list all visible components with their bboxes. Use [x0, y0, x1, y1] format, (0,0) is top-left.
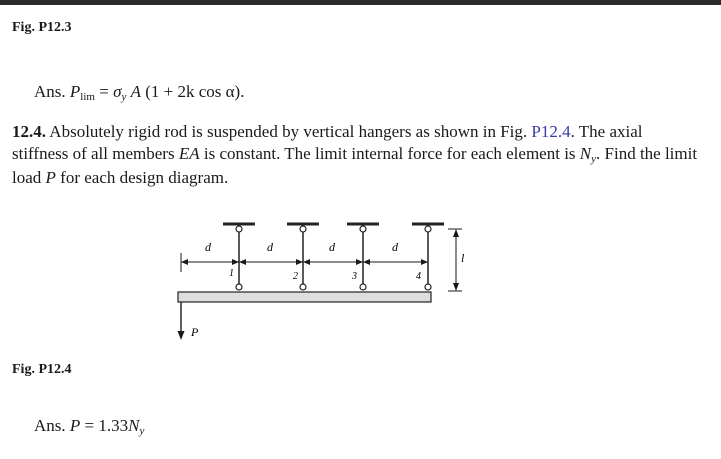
subscript-y: y [591, 153, 597, 165]
var-ea: EA [178, 144, 200, 163]
var-n: N [128, 416, 140, 435]
fig-p12-4-label: Fig. P12.4 [12, 362, 72, 377]
problem-text-1: Absolutely rigid rod is suspended by vertical hangers as shown in Fig. [46, 122, 532, 141]
fig-p12-4-link[interactable]: P12.4 [531, 122, 571, 141]
hanger-2 [287, 224, 319, 290]
hanger-number-2: 2 [293, 271, 298, 282]
hanger-number-1: 1 [229, 268, 234, 279]
length-dimension [448, 229, 462, 291]
spacing-label-3: d [329, 240, 335, 254]
equals-sign: = [84, 416, 95, 435]
problem-text-2: . The axial stiffness of all members [12, 122, 643, 163]
subscript-y: y [139, 425, 145, 437]
answer-value: 1.33 [98, 416, 129, 435]
load-arrow [178, 302, 185, 340]
problem-text-5: for each design diagram. [55, 168, 229, 187]
hangers [223, 224, 444, 290]
problem-text-3: is constant. The limit internal force for each element is [199, 144, 580, 163]
rigid-rod [178, 292, 431, 302]
var-sigma: σ [113, 82, 122, 101]
subscript-y: y [121, 91, 127, 103]
hanger-1 [223, 224, 255, 290]
load-label: P [191, 325, 199, 339]
hanger-number-4: 4 [416, 271, 421, 282]
spacing-label-1: d [205, 240, 211, 254]
problem-text-4: . Find the limit load [12, 144, 698, 187]
answer-p12-4 [34, 416, 144, 436]
fig-p12-3-label: Fig. P12.3 [12, 20, 72, 35]
problem-number: 12.4. [12, 122, 46, 141]
var-p: P [69, 82, 81, 101]
formula-rest: (1 + 2k cos α). [145, 82, 245, 101]
answer-prefix: Ans. [34, 82, 66, 101]
subscript-lim: lim [80, 91, 95, 103]
var-a: A [130, 82, 141, 101]
spacing-label-2: d [267, 240, 273, 254]
answer-prefix: Ans. [34, 416, 66, 435]
var-n: N [579, 144, 592, 163]
var-p: P [45, 168, 56, 187]
var-p: P [69, 416, 81, 435]
hanger-number-3: 3 [352, 271, 357, 282]
length-label: l [461, 251, 465, 265]
equals-sign: = [99, 82, 109, 101]
spacing-label-4: d [392, 240, 398, 254]
